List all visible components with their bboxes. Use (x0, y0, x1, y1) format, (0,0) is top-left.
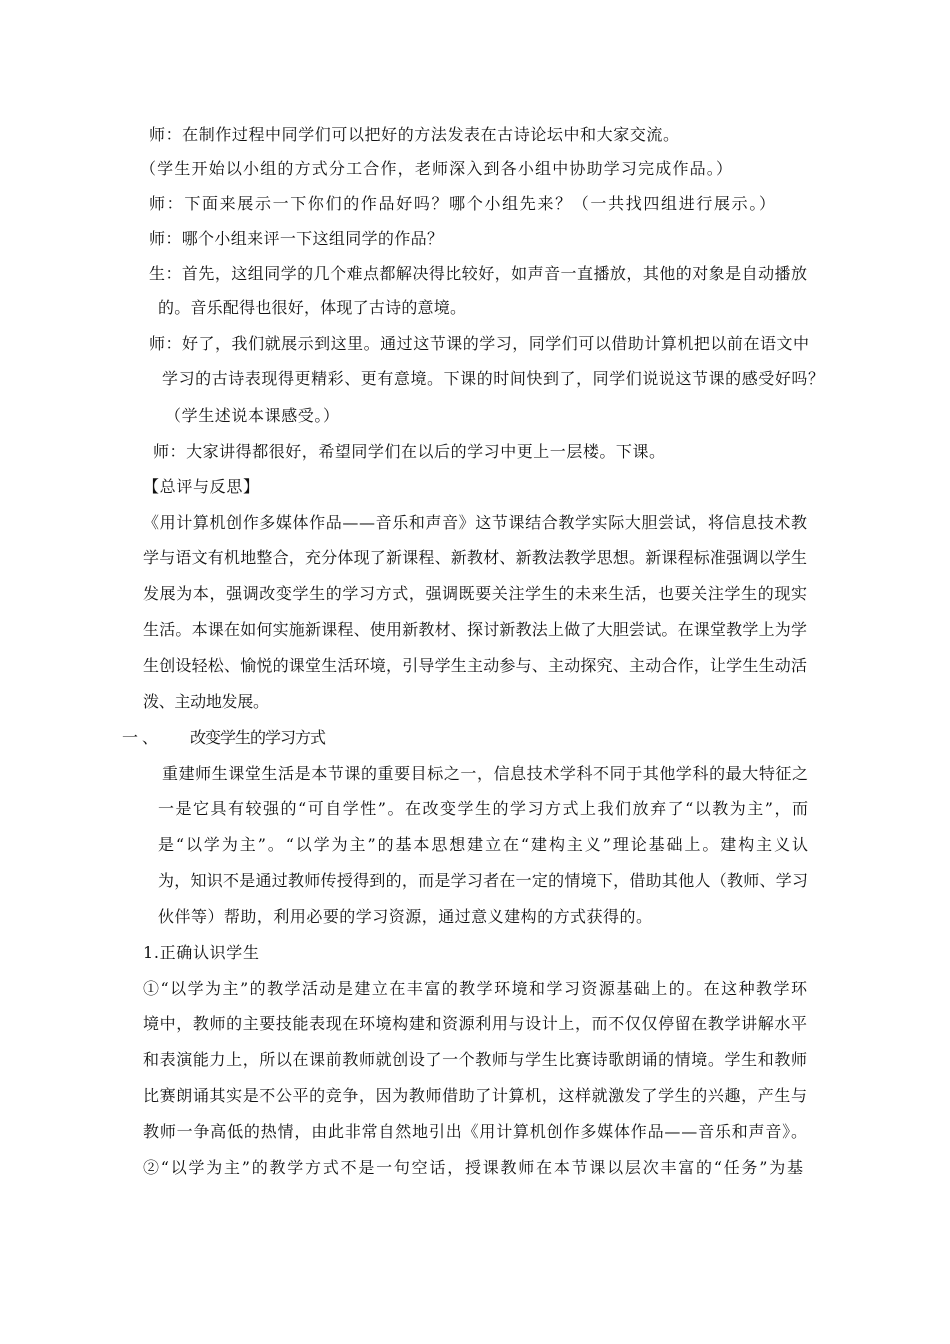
section-number: 一、 (122, 728, 162, 747)
paragraph-line: 比赛朗诵其实是不公平的竞争，因为教师借助了计算机，这样就激发了学生的兴趣，产生与 (143, 1086, 808, 1105)
paragraph-line: 和表演能力上，所以在课前教师就创设了一个教师与学生比赛诗歌朗诵的情境。学生和教师 (143, 1050, 808, 1069)
dialogue-line: 师：好了，我们就展示到这里。通过这节课的学习，同学们可以借助计算机把以前在语文中 (149, 334, 810, 353)
reflection-heading: 【总评与反思】 (143, 477, 260, 496)
paragraph-line: 《用计算机创作多媒体作品——音乐和声音》这节课结合教学实际大胆尝试，将信息技术教 (143, 513, 808, 532)
paragraph-line: 是“以学为主”。“以学为主”的基本思想建立在“建构主义”理论基础上。建构主义认 (158, 835, 810, 854)
paragraph-line: ②“以学为主”的教学方式不是一句空话，授课教师在本节课以层次丰富的“任务”为基 (143, 1158, 805, 1177)
paragraph-line: 发展为本，强调改变学生的学习方式，强调既要关注学生的未来生活，也要关注学生的现实 (143, 584, 808, 603)
paragraph-line: 重建师生课堂生活是本节课的重要目标之一，信息技术学科不同于其他学科的最大特征之 (162, 764, 809, 783)
paragraph-line: ①“以学为主”的教学活动是建立在丰富的教学环境和学习资源基础上的。在这种教学环 (143, 979, 809, 998)
section-title: 改变学生的学习方式 (190, 728, 325, 747)
paragraph-line: 学与语文有机地整合，充分体现了新课程、新教材、新教法教学思想。新课程标准强调以学生 (143, 548, 808, 567)
dialogue-line: 师：下面来展示一下你们的作品好吗？哪个小组先来？（一共找四组进行展示。） (149, 194, 777, 213)
paragraph-line: 教师一争高低的热情，由此非常自然地引出《用计算机创作多媒体作品——音乐和声音》。 (143, 1122, 808, 1141)
paragraph-line: 泼、主动地发展。 (143, 692, 269, 711)
paragraph-line: 为，知识不是通过教师传授得到的，而是学习者在一定的情境下，借助其他人（教师、学习 (158, 871, 809, 890)
dialogue-line: 师：哪个小组来评一下这组同学的作品？ (149, 229, 444, 248)
paragraph-line: 生活。本课在如何实施新课程、使用新教材、探讨新教法上做了大胆尝试。在课堂教学上为学 (143, 620, 808, 639)
paragraph-line: 伙伴等）帮助，利用必要的学习资源，通过意义建构的方式获得的。 (158, 907, 653, 926)
dialogue-line: 的。音乐配得也很好，体现了古诗的意境。 (158, 298, 467, 317)
dialogue-line: 师：在制作过程中同学们可以把好的方法发表在古诗论坛中和大家交流。 (149, 125, 680, 144)
dialogue-line: 学习的古诗表现得更精彩、更有意境。下课的时间快到了，同学们说说这节课的感受好吗？ (162, 369, 825, 388)
dialogue-line: 生：首先，这组同学的几个难点都解决得比较好，如声音一直播放，其他的对象是自动播放 (149, 264, 808, 283)
paragraph-line: 一是它具有较强的“可自学性”。在改变学生的学习方式上我们放弃了“以教为主”，而 (158, 799, 810, 818)
dialogue-line: （学生述说本课感受。） (165, 406, 340, 425)
dialogue-line: 师：大家讲得都很好，希望同学们在以后的学习中更上一层楼。下课。 (153, 442, 666, 461)
paragraph-line: 境中，教师的主要技能表现在环境构建和资源利用与设计上，而不仅仅停留在教学讲解水平 (143, 1014, 808, 1033)
subsection-title: 1.正确认识学生 (143, 943, 260, 962)
paragraph-line: 生创设轻松、愉悦的课堂生活环境，引导学生主动参与、主动探究、主动合作，让学生生动活 (143, 656, 808, 675)
dialogue-line: （学生开始以小组的方式分工合作，老师深入到各小组中协助学习完成作品。） (140, 159, 734, 178)
